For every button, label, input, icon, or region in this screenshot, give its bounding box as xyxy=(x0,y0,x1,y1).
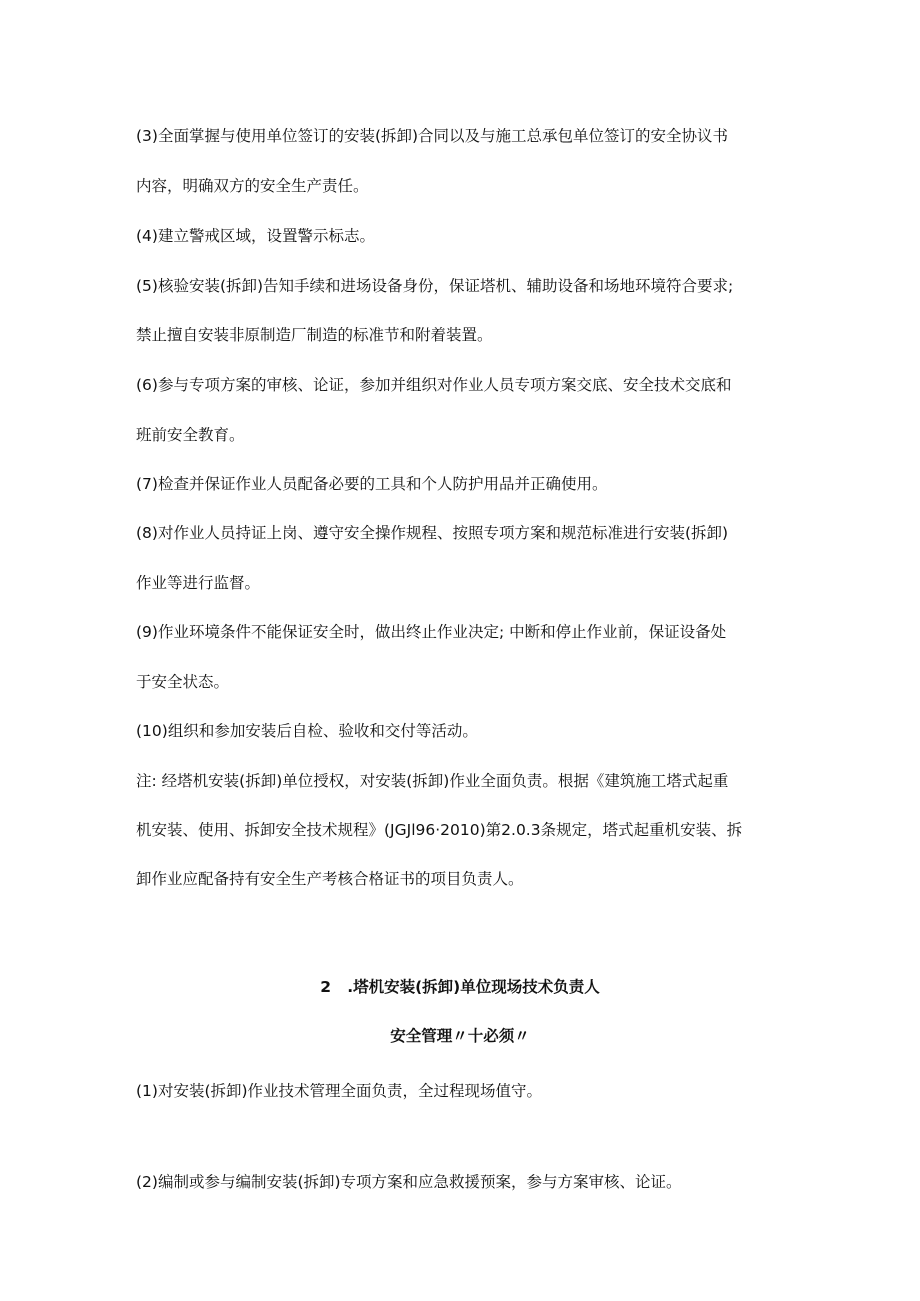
text-line: (3)全面掌握与使用单位签订的安装(拆卸)合同以及与施工总承包单位签订的安全协议书 xyxy=(136,127,729,145)
text-line: (6)参与专项方案的审核、论证，参加并组织对作业人员专项方案交底、安全技术交底和 xyxy=(136,376,732,394)
text-line: (7)检查并保证作业人员配备必要的工具和个人防护用品并正确使用。 xyxy=(136,475,608,493)
text-line: (10)组织和参加安装后自检、验收和交付等活动。 xyxy=(136,722,478,740)
text-line: 作业等进行监督。 xyxy=(136,574,261,592)
text-line: 机安装、使用、拆卸安全技术规程》(JGJl96·2010)第2.0.3条规定，塔式起重机安装、拆 xyxy=(136,821,743,839)
text-line: (4)建立警戒区域，设置警示标志。 xyxy=(136,227,375,245)
text-line: 注: 经塔机安装(拆卸)单位授权，对安装(拆卸)作业全面负责。根据《建筑施工塔式起重 xyxy=(136,772,729,790)
text-line: 禁止擅自安装非原制造厂制造的标准节和附着装置。 xyxy=(136,326,493,344)
list-item: (1)对安装(拆卸)作业技术管理全面负责，全过程现场值守。 xyxy=(136,1082,543,1100)
text-line: (8)对作业人员持证上岗、遵守安全操作规程、按照专项方案和规范标准进行安装(拆卸) xyxy=(136,524,729,542)
text-line: 卸作业应配备持有安全生产考核合格证书的项目负责人。 xyxy=(136,870,524,888)
section-subtitle: 安全管理〃十必须〃 xyxy=(390,1027,530,1045)
text-line: 班前安全教育。 xyxy=(136,426,245,444)
text-line: 内容，明确双方的安全生产责任。 xyxy=(136,177,369,195)
list-item: (2)编制或参与编制安装(拆卸)专项方案和应急救援预案，参与方案审核、论证。 xyxy=(136,1173,682,1191)
section-title: 2 .塔机安装(拆卸)单位现场技术负责人 xyxy=(320,978,600,996)
text-line: (9)作业环境条件不能保证安全时，做出终止作业决定; 中断和停止作业前，保证设备处 xyxy=(136,623,727,641)
text-line: 于安全状态。 xyxy=(136,673,230,691)
text-line: (5)核验安装(拆卸)告知手续和进场设备身份，保证塔机、辅助设备和场地环境符合要求; xyxy=(136,277,734,295)
